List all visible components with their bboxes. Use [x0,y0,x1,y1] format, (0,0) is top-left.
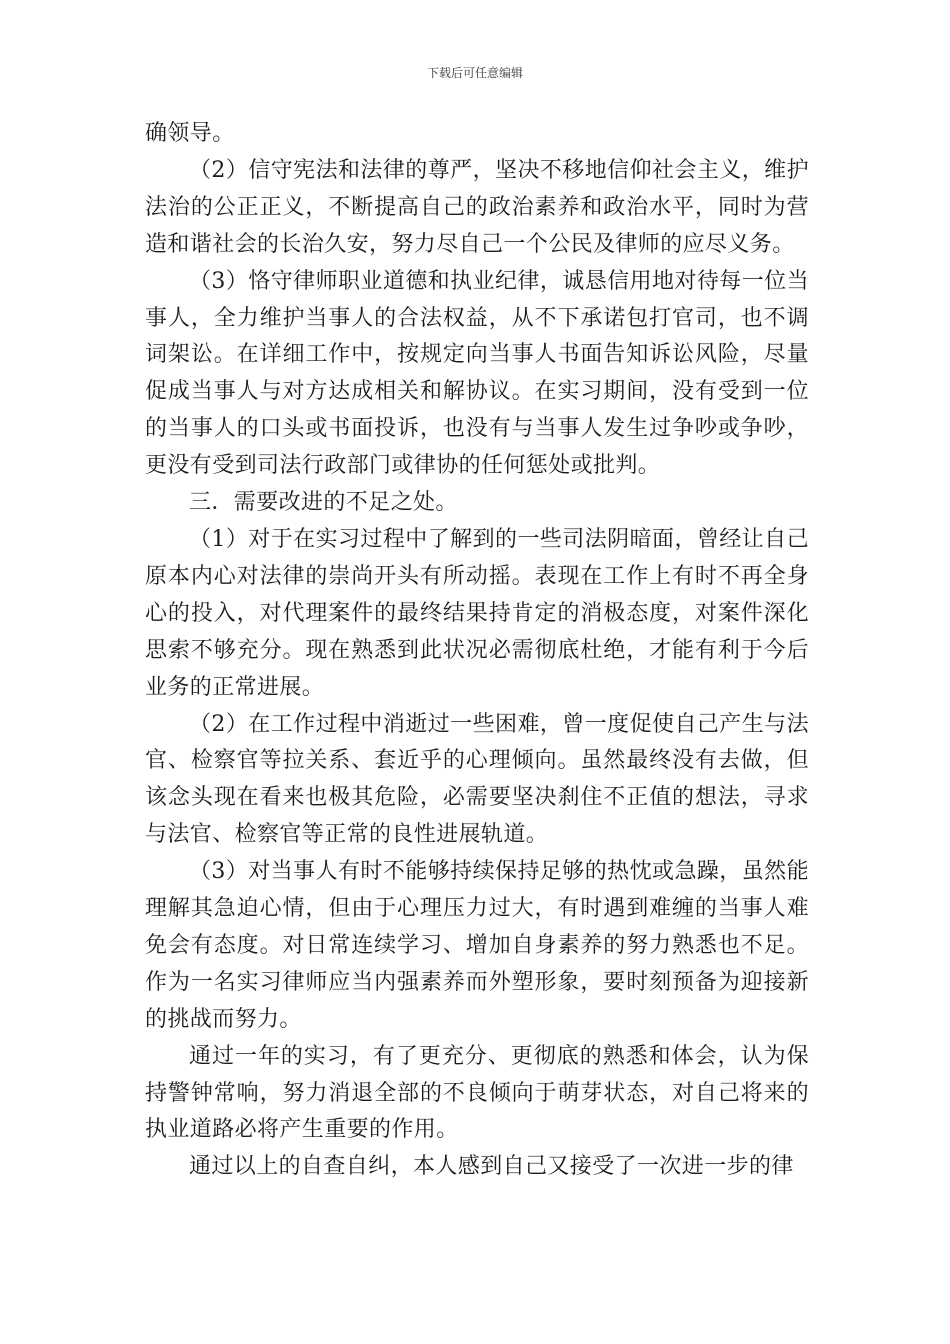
paragraph-continuation: 确领导。 [145,121,235,146]
paragraph-item-2: （2）信守宪法和法律的尊严，坚决不移地信仰社会主义，维护法治的公正正义，不断提高自己的政治素养和政治水平，同时为营造和谐社会的长治久安，努力尽自己一个公民及律师的应尽义务。 [145,157,809,257]
paragraph-improvement-3: （3）对当事人有时不能够持续保持足够的热忱或急躁，虽然能理解其急迫心情，但由于心理压力过大，有时遇到难缠的当事人难免会有态度。对日常连续学习、增加自身素养的努力熟悉也不足。作为一名实习律师应当内强素养而外塑形象，要时刻预备为迎接新的挑战而努力。 [145,859,809,1032]
paragraph-improvement-2: （2）在工作过程中消逝过一些困难，曾一度促使自己产生与法官、检察官等拉关系、套近乎的心理倾向。虽然最终没有去做，但该念头现在看来也极其危险，必需要坚决刹住不正值的想法，寻求与法官、检察官等正常的良性进展轨道。 [145,711,809,848]
section-heading-improvements: 三．需要改进的不足之处。 [189,490,458,516]
paragraph-summary: 通过一年的实习，有了更充分、更彻底的熟悉和体会，认为保持警钟常响，努力消退全部的不良倾向于萌芽状态，对自己将来的执业道路必将产生重要的作用。 [145,1043,809,1143]
paragraph-item-3: （3）恪守律师职业道德和执业纪律，诚恳信用地对待每一位当事人，全力维护当事人的合法权益，从不下承诺包打官司，也不调词架讼。在详细工作中，按规定向当事人书面告知诉讼风险，尽量促成当事人与对方达成相关和解协议。在实习期间，没有受到一位的当事人的口头或书面投诉，也没有与当事人发生过争吵或争吵，更没有受到司法行政部门或律协的任何惩处或批判。 [145,268,809,479]
paragraph-conclusion: 通过以上的自查自纠，本人感到自己又接受了一次进一步的律 [189,1154,794,1180]
page-header: 下载后可任意编辑 [426,66,523,80]
paragraph-improvement-1: （1）对于在实习过程中了解到的一些司法阴暗面，曾经让自己原本内心对法律的崇尚开头有所动摇。表现在工作上有时不再全身心的投入，对代理案件的最终结果持肯定的消极态度，对案件深化思索不够充分。现在熟悉到此状况必需彻底杜绝，才能有利于今后业务的正常进展。 [145,526,809,700]
document-body [145,116,809,1186]
